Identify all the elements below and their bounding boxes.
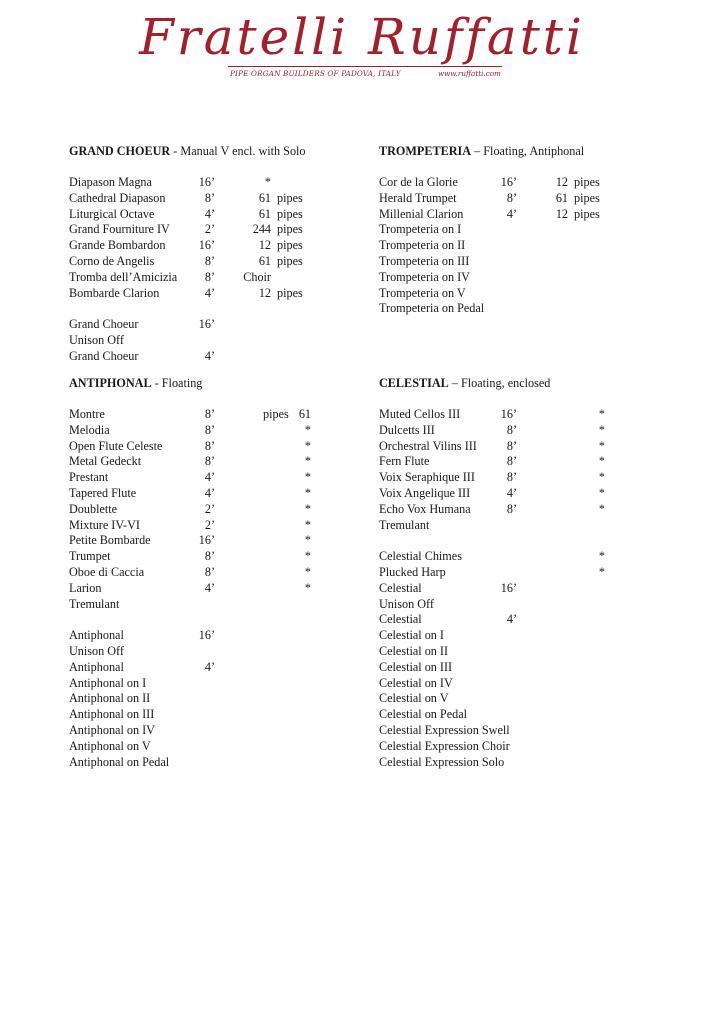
stop-row xyxy=(69,676,339,692)
stop-row xyxy=(379,707,619,723)
stop-name: Voix Angelique III xyxy=(379,485,471,500)
stop-row xyxy=(69,191,339,207)
stop-row xyxy=(69,691,339,707)
stop-row xyxy=(69,628,339,644)
stop-pipe-count: * xyxy=(598,422,605,437)
stop-name: Millenial Clarion xyxy=(379,206,464,221)
stop-pipe-count: * xyxy=(304,501,311,516)
stop-row xyxy=(69,755,339,771)
stop-name: Unison Off xyxy=(69,332,124,347)
stop-pitch: 8’ xyxy=(506,454,517,469)
stop-row xyxy=(379,644,619,660)
stop-pitch: 8’ xyxy=(204,253,215,268)
stop-pipe-count: * xyxy=(598,407,605,421)
heading-spacer xyxy=(69,391,339,407)
stop-name: Celestial xyxy=(379,580,422,595)
stop-row xyxy=(379,676,619,692)
stop-pipe-count: * xyxy=(304,470,311,485)
stop-pipe-count: * xyxy=(304,549,311,564)
stop-pipe-count: * xyxy=(598,438,605,453)
stop-name: Montre xyxy=(69,407,105,421)
stop-pitch: 8’ xyxy=(204,407,215,421)
stop-name: Tromba dell’Amicizia xyxy=(69,269,178,284)
stop-name: Cathedral Diapason xyxy=(69,190,166,205)
stop-name: Celestial on II xyxy=(379,643,449,658)
stop-row xyxy=(69,597,339,613)
stop-name: Unison Off xyxy=(69,643,124,658)
stop-name: Doublette xyxy=(69,501,118,516)
stop-row xyxy=(69,301,339,317)
heading-spacer xyxy=(379,159,619,175)
stop-row xyxy=(69,238,339,254)
stop-name: Trompeteria on I xyxy=(379,222,462,237)
stop-pipe-count: Choir xyxy=(243,269,271,284)
stop-pitch: 4’ xyxy=(506,206,517,221)
tagline: PIPE ORGAN BUILDERS OF PADOVA, ITALY xyxy=(230,69,401,78)
stop-row xyxy=(69,486,339,502)
stop-row xyxy=(379,691,619,707)
section-trompeteria xyxy=(379,143,619,317)
stop-pipe-count: 12 xyxy=(258,238,271,253)
stop-name: Dulcetts III xyxy=(379,422,435,437)
stop-name: Tremulant xyxy=(69,596,120,611)
stop-name: Grand Choeur xyxy=(69,317,139,332)
stop-name: Antiphonal xyxy=(69,659,124,674)
stop-name: Corno de Angelis xyxy=(69,253,155,268)
stop-pipe-count: * xyxy=(304,533,311,548)
stop-row xyxy=(379,739,619,755)
stop-name: Celestial on IV xyxy=(379,675,453,690)
stop-row xyxy=(69,175,339,191)
stop-pitch: 4’ xyxy=(204,659,215,674)
stop-name: Celestial Expression Solo xyxy=(379,754,505,769)
stop-row xyxy=(379,175,619,191)
stop-row xyxy=(69,349,339,365)
stop-row xyxy=(69,333,339,349)
stop-pitch: 16’ xyxy=(500,407,517,421)
stop-row xyxy=(69,502,339,518)
stop-name: Muted Cellos III xyxy=(379,407,461,421)
stop-name: Antiphonal on III xyxy=(69,707,155,722)
stop-row xyxy=(69,660,339,676)
section-heading xyxy=(379,375,619,391)
stop-row xyxy=(379,612,619,628)
stop-pipe-count: * xyxy=(598,454,605,469)
stop-unit: pipes xyxy=(574,175,600,189)
stop-row xyxy=(379,597,619,613)
section-title: GRAND CHOEUR xyxy=(69,144,171,158)
stop-pipe-count: 61 xyxy=(258,190,271,205)
section-heading xyxy=(69,143,339,159)
stop-pitch: 16’ xyxy=(500,175,517,189)
stop-row xyxy=(69,286,339,302)
stop-pitch: 4’ xyxy=(204,206,215,221)
stop-name: Antiphonal on V xyxy=(69,738,151,753)
stop-pitch: 4’ xyxy=(204,580,215,595)
stop-name: Grande Bombardon xyxy=(69,238,166,253)
stop-name: Celestial on III xyxy=(379,659,453,674)
section-subtitle: - Manual V encl. with Solo xyxy=(170,144,306,158)
stop-name: Trompeteria on V xyxy=(379,285,466,300)
stop-name: Grand Choeur xyxy=(69,348,139,363)
stop-row xyxy=(69,407,339,423)
stop-pitch: 4’ xyxy=(204,348,215,363)
stop-row xyxy=(69,644,339,660)
stop-name: Celestial on Pedal xyxy=(379,707,468,722)
stop-pitch: 8’ xyxy=(204,549,215,564)
stop-name: Grand Fourniture IV xyxy=(69,222,170,237)
stop-row xyxy=(69,470,339,486)
stop-row xyxy=(69,612,339,628)
stop-row xyxy=(379,486,619,502)
stop-name: Celestial on I xyxy=(379,628,444,643)
stop-row xyxy=(69,454,339,470)
stop-pipe-count: 12 xyxy=(555,206,568,221)
stop-pipe-count: * xyxy=(304,485,311,500)
stop-pipe-count: * xyxy=(304,580,311,595)
stop-name: Larion xyxy=(69,580,102,595)
stop-row xyxy=(379,207,619,223)
stop-row xyxy=(379,423,619,439)
stop-name: Celestial Chimes xyxy=(379,549,462,564)
stop-pipe-count: * xyxy=(598,564,605,579)
stop-name: Trumpet xyxy=(69,549,111,564)
heading-spacer xyxy=(379,391,619,407)
stop-name: Tremulant xyxy=(379,517,430,532)
stop-row xyxy=(69,270,339,286)
stop-pitch: 8’ xyxy=(204,454,215,469)
stop-pipe-count: * xyxy=(598,549,605,564)
section-grand-choeur xyxy=(69,143,339,365)
section-title: ANTIPHONAL xyxy=(69,376,152,390)
stop-name: Liturgical Octave xyxy=(69,206,155,221)
stop-name: Cor de la Glorie xyxy=(379,175,458,189)
stop-pipe-count: 61 xyxy=(258,253,271,268)
stop-row xyxy=(379,565,619,581)
logo-rule xyxy=(228,66,502,67)
stop-row xyxy=(379,470,619,486)
stop-row xyxy=(379,628,619,644)
stop-row xyxy=(69,423,339,439)
stop-pitch: 8’ xyxy=(204,564,215,579)
stop-row xyxy=(379,755,619,771)
section-heading xyxy=(379,143,619,159)
stop-pipe-count: 12 xyxy=(258,285,271,300)
stop-name: Celestial xyxy=(379,612,422,627)
stop-pitch: 16’ xyxy=(500,580,517,595)
stop-row xyxy=(379,301,619,317)
stop-pitch: 8’ xyxy=(506,501,517,516)
stop-name: Trompeteria on IV xyxy=(379,269,470,284)
stop-pitch: 8’ xyxy=(204,269,215,284)
stop-name: Antiphonal on II xyxy=(69,691,151,706)
stop-pitch: 2’ xyxy=(204,517,215,532)
stop-unit: pipes xyxy=(277,190,303,205)
heading-spacer xyxy=(69,159,339,175)
stop-row xyxy=(379,533,619,549)
stop-pipe-count: 244 xyxy=(252,222,271,237)
stop-row xyxy=(379,286,619,302)
stop-pitch: 16’ xyxy=(198,238,215,253)
stop-unit: pipes xyxy=(277,238,303,253)
stop-name: Celestial Expression Choir xyxy=(379,738,510,753)
stop-name: Voix Seraphique III xyxy=(379,470,475,485)
stop-name: Petite Bombarde xyxy=(69,533,151,548)
stop-row xyxy=(69,254,339,270)
stop-pitch: 4’ xyxy=(506,612,517,627)
stop-row xyxy=(379,222,619,238)
stop-row xyxy=(379,439,619,455)
stop-pipe-count: 61 xyxy=(555,190,568,205)
stop-name: Antiphonal on I xyxy=(69,675,147,690)
section-subtitle: - Floating xyxy=(151,376,203,390)
stop-row xyxy=(379,270,619,286)
stop-row xyxy=(69,533,339,549)
stop-row xyxy=(379,454,619,470)
stop-row xyxy=(379,549,619,565)
stop-name: Echo Vox Humana xyxy=(379,501,471,516)
stop-name: Oboe di Caccia xyxy=(69,564,145,579)
stop-name: Antiphonal on Pedal xyxy=(69,754,170,769)
stop-name: Celestial on V xyxy=(379,691,449,706)
stop-row xyxy=(69,739,339,755)
stop-pipe-count: * xyxy=(304,517,311,532)
stop-pitch: 4’ xyxy=(204,285,215,300)
stop-unit: pipes xyxy=(277,253,303,268)
stop-unit: pipes xyxy=(277,222,303,237)
stop-pitch: 4’ xyxy=(204,485,215,500)
section-heading xyxy=(69,375,339,391)
stop-pitch: 16’ xyxy=(198,628,215,643)
stop-pipe-count: * xyxy=(304,422,311,437)
stop-row xyxy=(379,518,619,534)
stop-row xyxy=(379,502,619,518)
stop-row xyxy=(69,707,339,723)
stop-pipe-count: * xyxy=(304,564,311,579)
stop-unit: pipes xyxy=(574,206,600,221)
stop-pipe-count: * xyxy=(304,438,311,453)
stop-name: Open Flute Celeste xyxy=(69,438,163,453)
stop-row xyxy=(379,254,619,270)
stop-name: Orchestral Vilins III xyxy=(379,438,477,453)
stop-pitch: 4’ xyxy=(204,470,215,485)
stop-row xyxy=(69,222,339,238)
section-title: TROMPETERIA xyxy=(379,144,472,158)
stop-pitch: 16’ xyxy=(198,533,215,548)
stop-pitch: 2’ xyxy=(204,222,215,237)
section-subtitle: – Floating, Antiphonal xyxy=(471,144,585,158)
website-link[interactable]: www.ruffatti.com xyxy=(438,69,501,78)
brand-logo: Fratelli Ruffatti xyxy=(139,8,585,66)
stop-name: Diapason Magna xyxy=(69,175,152,189)
stop-row xyxy=(379,581,619,597)
stop-name: Trompeteria on Pedal xyxy=(379,301,485,316)
stop-name: Trompeteria on II xyxy=(379,238,466,253)
stop-pipe-count: * xyxy=(304,454,311,469)
stop-pitch: 4’ xyxy=(506,485,517,500)
stop-pitch: 8’ xyxy=(204,190,215,205)
stop-pipe-count: 61 xyxy=(258,206,271,221)
stop-row xyxy=(69,207,339,223)
stop-pitch: 16’ xyxy=(198,175,215,189)
stop-name: Celestial Expression Swell xyxy=(379,722,510,737)
stop-name: Bombarde Clarion xyxy=(69,285,160,300)
stop-row xyxy=(69,439,339,455)
stop-pipe-count: * xyxy=(598,485,605,500)
stop-pitch: 8’ xyxy=(204,438,215,453)
stop-name: Trompeteria on III xyxy=(379,253,470,268)
stop-name: Tapered Flute xyxy=(69,485,137,500)
stop-row xyxy=(69,565,339,581)
section-title: CELESTIAL xyxy=(379,376,449,390)
stop-pitch: 16’ xyxy=(198,317,215,332)
stop-name: Antiphonal on IV xyxy=(69,722,155,737)
stop-pipe-count: 61 xyxy=(298,407,311,421)
stop-pipe-count: 12 xyxy=(555,175,568,189)
section-antiphonal xyxy=(69,375,339,770)
stop-name: Unison Off xyxy=(379,596,434,611)
stop-pitch: 8’ xyxy=(506,190,517,205)
stop-row xyxy=(69,581,339,597)
stop-row xyxy=(379,191,619,207)
stop-name: Antiphonal xyxy=(69,628,124,643)
stop-name: Fern Flute xyxy=(379,454,430,469)
stop-pipe-count: * xyxy=(598,501,605,516)
stop-name: Metal Gedeckt xyxy=(69,454,142,469)
stop-pitch: 8’ xyxy=(506,422,517,437)
stop-pipe-count: * xyxy=(598,470,605,485)
stop-pipe-count: * xyxy=(264,175,271,189)
stop-name: Prestant xyxy=(69,470,109,485)
stop-name: Mixture IV-VI xyxy=(69,517,140,532)
stop-row xyxy=(69,518,339,534)
stop-pitch: 8’ xyxy=(506,470,517,485)
stop-unit: pipes xyxy=(263,407,289,421)
section-celestial xyxy=(379,375,619,770)
stop-row xyxy=(69,723,339,739)
stop-pitch: 8’ xyxy=(204,422,215,437)
stop-unit: pipes xyxy=(277,285,303,300)
stop-row xyxy=(379,407,619,423)
stop-row xyxy=(379,238,619,254)
stop-row xyxy=(379,660,619,676)
stop-unit: pipes xyxy=(574,190,600,205)
stop-name: Herald Trumpet xyxy=(379,190,457,205)
stop-row xyxy=(69,549,339,565)
stop-row xyxy=(69,317,339,333)
stop-name: Plucked Harp xyxy=(379,564,446,579)
stop-pitch: 8’ xyxy=(506,438,517,453)
section-subtitle: – Floating, enclosed xyxy=(448,376,551,390)
stop-name: Melodia xyxy=(69,422,110,437)
letterhead xyxy=(0,0,724,90)
stop-pitch: 2’ xyxy=(204,501,215,516)
stop-unit: pipes xyxy=(277,206,303,221)
stop-row xyxy=(379,723,619,739)
